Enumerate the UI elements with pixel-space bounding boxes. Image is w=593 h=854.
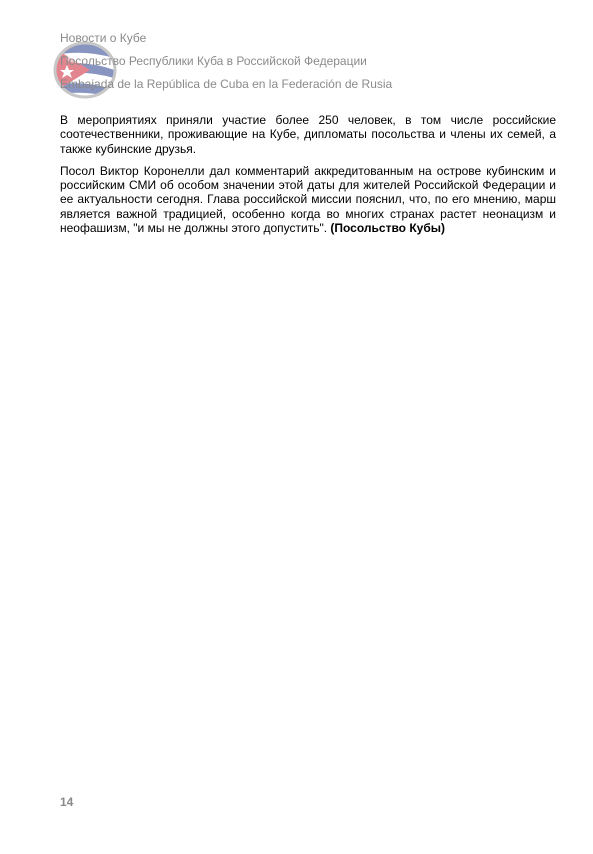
document-header — [60, 31, 560, 100]
article-source: (Посольство Кубы) — [330, 221, 445, 236]
article-paragraph-with-source — [60, 164, 556, 235]
header-embassy-spanish: Embajada de la República de Cuba en la Federación de Rusia — [60, 77, 393, 91]
article-paragraph: В мероприятиях приняли участие более 250 человек, в том числе российские соотечественники, проживающие на Кубе, дипломаты посольства и члены их семей, а также кубинские друзья. — [60, 113, 556, 156]
article-paragraph-text: Посол Виктор Коронелли дал комментарий аккредитованным на острове кубинским и российским СМИ об особом значении этой даты для жителей Российской Федерации и ее актуальности сегодня. Глава российской миссии пояснил, что, по его мнению, марш является важной традицией, особенно когда во многих странах растет неонацизм и неофашизм, "и мы не должны этого допустить". — [60, 163, 556, 236]
article-body — [60, 113, 556, 243]
header-embassy-russian: Посольство Республики Куба в Российской Федерации — [60, 54, 367, 68]
page-number: 14 — [60, 795, 74, 809]
header-title: Новости о Кубе — [60, 31, 147, 45]
